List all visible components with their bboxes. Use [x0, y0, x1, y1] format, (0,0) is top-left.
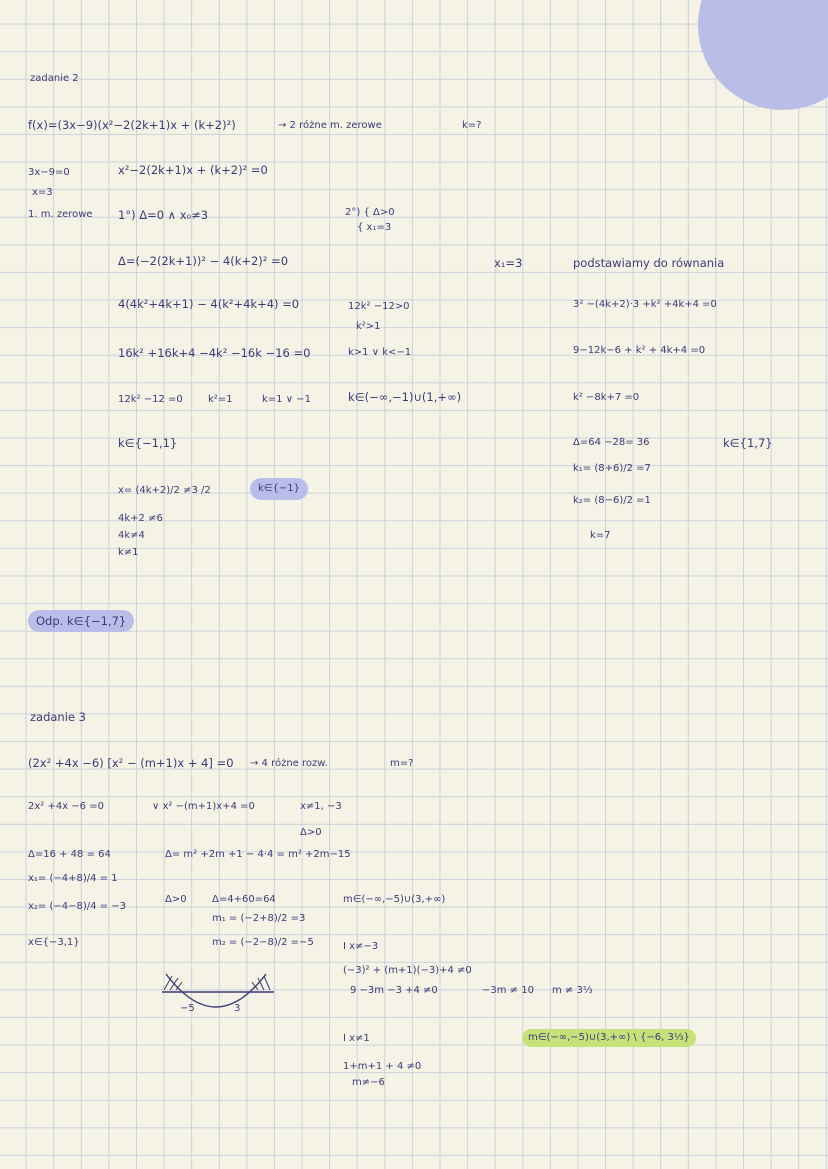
task2-left-line: 1. m. zerowe: [28, 209, 93, 220]
task2-query: k=?: [462, 120, 482, 131]
graph-tick-label: −5: [180, 1003, 195, 1014]
task2-step: 1°) Δ=0 ∧ x₀≠3: [118, 208, 209, 222]
task2-step: k² −8k+7 =0: [573, 392, 640, 403]
task2-left-line: x=3: [32, 187, 53, 198]
task2-step: 3² −(4k+2)·3 +k² +4k+4 =0: [573, 299, 717, 310]
task2-step: 12k² −12 =0: [118, 394, 183, 405]
task3-step: I x≠1: [343, 1033, 370, 1044]
task2-substitute-title: podstawiamy do równania: [573, 256, 725, 270]
task3-step: Δ>0: [300, 827, 322, 838]
task2-equation: f(x)=(3x−9)(x²−2(2k+1)x + (k+2)²): [28, 118, 236, 132]
task2-step: 4k+2 ≠6: [118, 513, 163, 524]
task2-condition: → 2 różne m. zerowe: [278, 120, 382, 131]
task2-step: 12k² −12>0: [348, 301, 410, 312]
task2-answer: Odp. k∈{−1,7}: [28, 610, 134, 632]
task3-step: Δ= m² +2m +1 − 4·4 = m² +2m−15: [165, 849, 351, 860]
task3-step: I x≠−3: [343, 941, 379, 952]
task3-step: 2x² +4x −6 =0: [28, 801, 104, 812]
task2-left-line: 3x−9=0: [28, 167, 70, 178]
task3-step: m∈(−∞,−5)∪(3,+∞): [343, 894, 446, 905]
task2-step: k∈(−∞,−1)∪(1,+∞): [348, 390, 462, 404]
task3-step: (−3)² + (m+1)(−3)+4 ≠0: [343, 965, 472, 976]
task3-step: Δ=4+60=64: [212, 894, 276, 905]
task2-system: 2°) { Δ>0: [345, 207, 395, 218]
task2-result: k∈{1,7}: [723, 436, 773, 450]
task3-step: 9 −3m −3 +4 ≠0: [350, 985, 438, 996]
task3-step: −3m ≠ 10: [482, 985, 534, 996]
task3-title: zadanie 3: [30, 710, 86, 724]
task2-step: k∈{−1,1}: [118, 436, 178, 450]
task3-step: m≠−6: [352, 1077, 385, 1088]
task2-system: { x₁=3: [357, 222, 392, 233]
task2-step: k=1 ∨ −1: [262, 394, 311, 405]
task3-step: x∈{−3,1}: [28, 937, 80, 948]
task2-step: Δ=(−2(2k+1))² − 4(k+2)² =0: [118, 254, 289, 268]
task3-condition: → 4 różne rozw.: [250, 758, 328, 769]
task3-step: Δ=16 + 48 = 64: [28, 849, 111, 860]
task3-step: Δ>0: [165, 894, 187, 905]
task2-step: k=7: [590, 530, 611, 541]
task2-step: 9−12k−6 + k² + 4k+4 =0: [573, 345, 706, 356]
task2-step: 4k≠4: [118, 530, 145, 541]
task3-step: m ≠ 3⅓: [552, 985, 593, 996]
task2-step: x²−2(2k+1)x + (k+2)² =0: [118, 163, 268, 177]
task3-equation: (2x² +4x −6) [x² − (m+1)x + 4] =0: [28, 756, 234, 770]
corner-decoration: [698, 0, 828, 110]
task2-title: zadanie 2: [30, 73, 79, 84]
task2-step: k²>1: [356, 321, 381, 332]
task2-step: k₂= (8−6)/2 =1: [573, 495, 651, 506]
task2-step: k²=1: [208, 394, 233, 405]
task2-step: 4(4k²+4k+1) − 4(k²+4k+4) =0: [118, 297, 300, 311]
task2-step: 16k² +16k+4 −4k² −16k −16 =0: [118, 346, 311, 360]
task3-step: 1+m+1 + 4 ≠0: [343, 1061, 422, 1072]
task3-step: x≠1, −3: [300, 801, 342, 812]
task2-step: k>1 ∨ k<−1: [348, 347, 412, 358]
parabola-sketch-icon: [158, 970, 278, 1020]
task3-answer: m∈(−∞,−5)∪(3,+∞) \ {−6, 3⅓}: [522, 1029, 696, 1047]
task2-partial-result: k∈{−1}: [250, 478, 308, 500]
task2-x1: x₁=3: [494, 256, 523, 270]
task3-step: ∨ x² −(m+1)x+4 =0: [152, 801, 255, 812]
task3-query: m=?: [390, 758, 414, 769]
task3-step: m₂ = (−2−8)/2 =−5: [212, 937, 314, 948]
graph-tick-label: 3: [234, 1003, 241, 1014]
task2-step: x= (4k+2)/2 ≠3 /2: [118, 485, 211, 496]
task3-step: x₂= (−4−8)/4 = −3: [28, 901, 126, 912]
task2-step: k₁= (8+6)/2 =7: [573, 463, 651, 474]
task3-step: x₁= (−4+8)/4 = 1: [28, 873, 118, 884]
task2-step: Δ=64 −28= 36: [573, 437, 650, 448]
task3-step: m₁ = (−2+8)/2 =3: [212, 913, 306, 924]
task2-step: k≠1: [118, 547, 139, 558]
